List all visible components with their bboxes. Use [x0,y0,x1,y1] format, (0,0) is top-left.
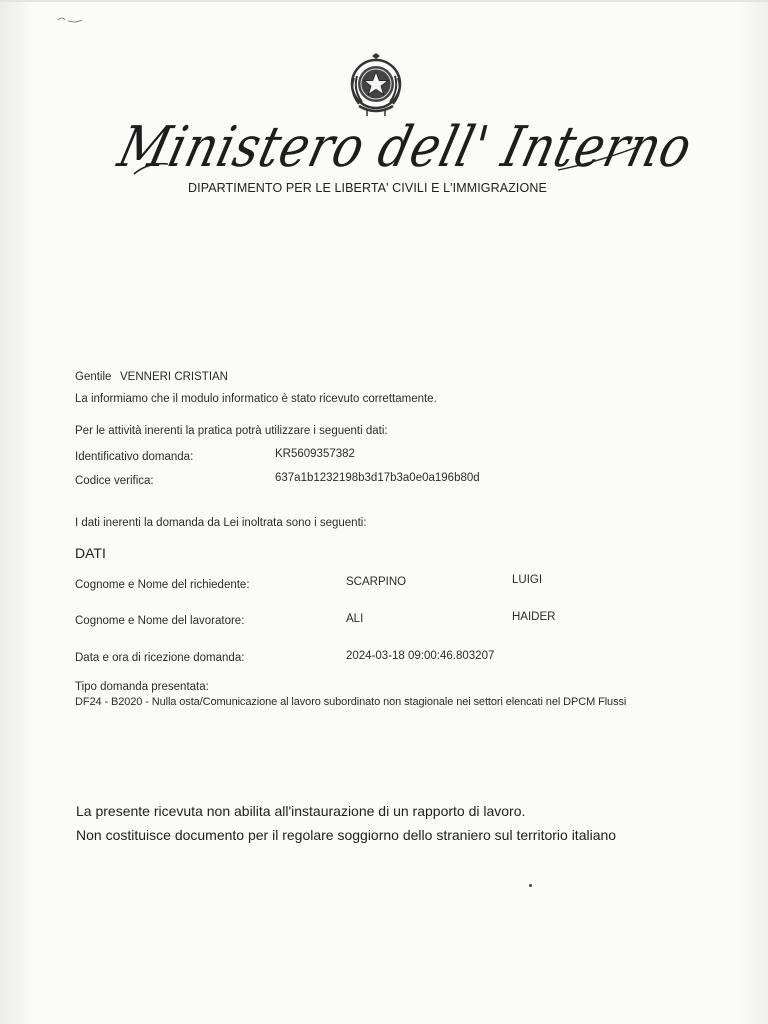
recipient-name: VENNERI CRISTIAN [120,371,228,383]
scan-shadow-right [738,0,768,1024]
scan-shadow-left [0,0,34,1024]
scan-speck [529,884,532,887]
applicant-label: Cognome e Nome del richiedente: [75,579,250,591]
worker-surname: ALI [346,613,364,625]
applicant-surname: SCARPINO [346,576,407,588]
worker-first-name: HAIDER [512,611,556,623]
worker-label: Cognome e Nome del lavoratore: [75,615,245,627]
applicant-first-name: LUIGI [512,574,543,586]
application-type-value: DF24 - B2020 - Nulla osta/Comunicazione al lavoro subordinato non stagionale nei settori elencati nel DPCM Flussi [75,696,627,708]
scan-edge-top [0,0,768,2]
received-timestamp: 2024-03-18 09:00:46.803207 [346,650,495,662]
application-id-label: Identificativo domanda: [75,451,194,463]
received-label: Data e ora di ricezione domanda: [75,652,245,664]
pen-mark-icon [56,14,84,26]
department-name: DIPARTIMENTO PER LE LIBERTA' CIVILI E L'IMMIGRAZIONE [188,181,547,195]
verification-code-label: Codice verifica: [75,475,154,487]
ministry-title: Ministero dell' Interno [112,115,699,180]
application-id-value: KR5609357382 [275,448,355,460]
data-section-title: DATI [75,545,106,561]
application-type-label: Tipo domanda presentata: [75,681,209,693]
verification-code-value: 637a1b1232198b3d17b3a0e0a196b80d [275,472,480,484]
receipt-message: La informiamo che il modulo informatico è stato ricevuto correttamente. [75,393,437,405]
salutation: Gentile [75,371,112,383]
application-intro: I dati inerenti la domanda da Lei inoltrata sono i seguenti: [75,517,367,529]
notice-line-1: La presente ricevuta non abilita all'instaurazione di un rapporto di lavoro. [76,803,526,819]
credentials-intro: Per le attività inerenti la pratica potrà utilizzare i seguenti dati: [75,425,388,437]
notice-line-2: Non costituisce documento per il regolare soggiorno dello straniero sul territorio italiano [76,827,617,843]
